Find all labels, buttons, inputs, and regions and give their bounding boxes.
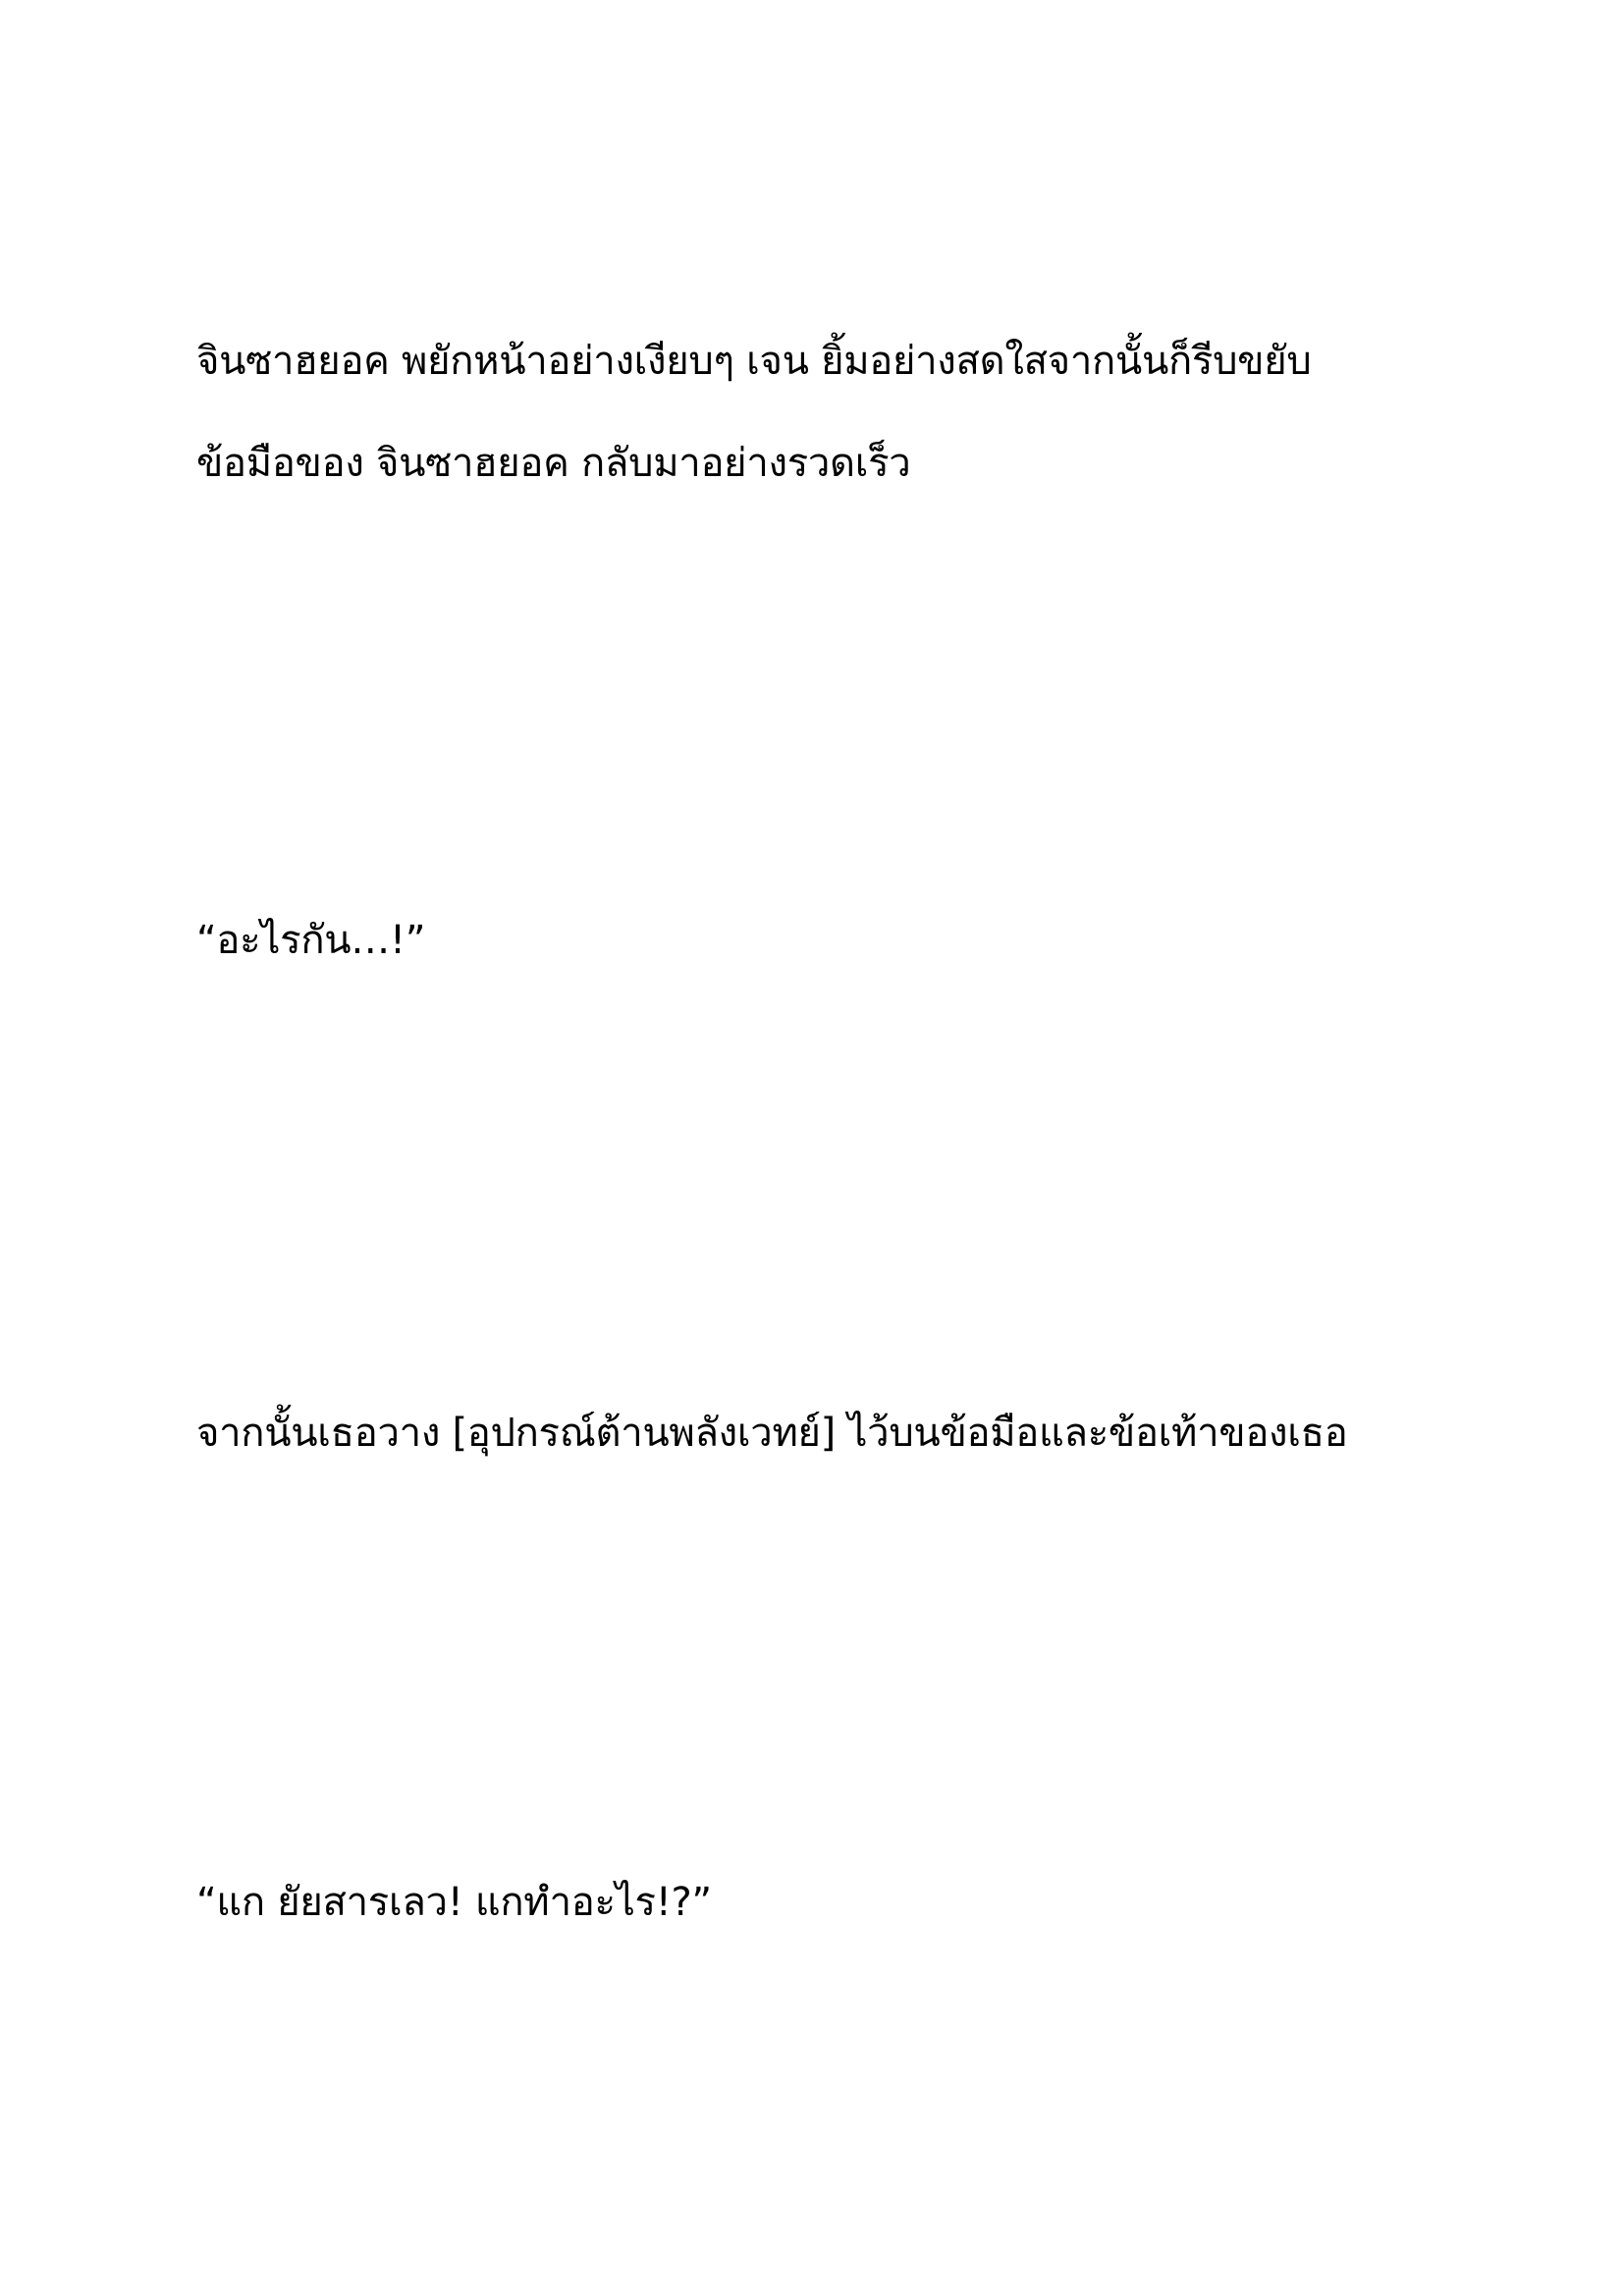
text-line: จินซาฮยอค พยักหน้าอย่างเงียบๆ เจน ยิ้มอย่างสดใสจากนั้นก็รีบขยับ xyxy=(196,339,1312,384)
text-line: “อะไรกัน…!” xyxy=(196,918,426,963)
dialogue-paragraph xyxy=(196,889,1473,991)
dialogue-paragraph xyxy=(196,1851,1473,1953)
text-line: “แก ยัยสารเลว! แกทำอะไร!?” xyxy=(196,1880,712,1925)
text-line: ข้อมือของ จินซาฮยอค กลับมาอย่างรวดเร็ว xyxy=(196,441,911,486)
narration-paragraph xyxy=(196,1382,1473,1484)
text-line: จากนั้นเธอวาง [อุปกรณ์ต้านพลังเวทย์] ไว้บนข้อมือและข้อเท้าของเธอ xyxy=(196,1411,1348,1456)
narration-paragraph xyxy=(196,310,1473,514)
